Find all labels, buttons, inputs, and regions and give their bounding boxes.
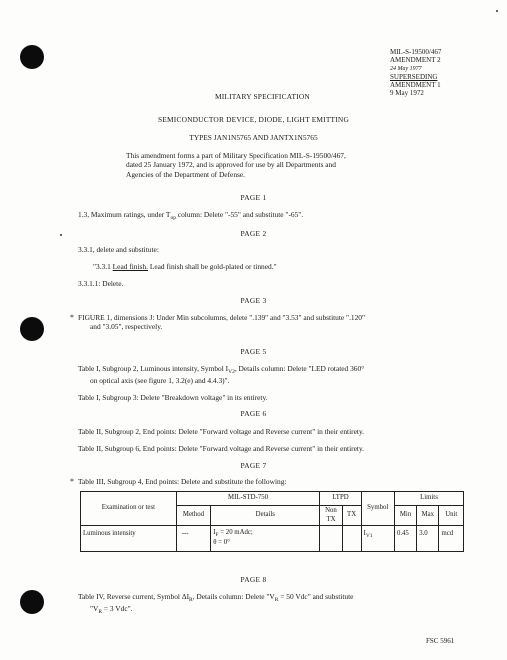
- subject-title: SEMICONDUCTOR DEVICE, DIODE, LIGHT EMITTING: [157, 115, 350, 124]
- header-exam: Examination or test: [81, 492, 177, 526]
- change-asterisk: *: [70, 477, 74, 486]
- header-details: Details: [211, 506, 320, 526]
- header-limits: Limits: [394, 492, 463, 506]
- subscript: R: [189, 597, 193, 603]
- header-ltpd: LTPD: [320, 492, 361, 506]
- page2-change-1: 3.3.1, delete and substitute:: [78, 245, 159, 254]
- header-unit: Unit: [439, 506, 464, 526]
- types-title: TYPES JAN1N5765 AND JANTX1N5765: [189, 133, 318, 142]
- subscript: R: [98, 608, 103, 615]
- header-symbol: Symbol: [361, 492, 394, 526]
- cell-min: 0.45: [394, 526, 416, 552]
- speck-mark: [496, 10, 498, 12]
- intro-line: This amendment forms a part of Military Specification MIL-S-19500/467,: [126, 151, 346, 160]
- subscript: V2: [228, 369, 235, 375]
- text-run: Table IV, Reverse current, Symbol ΔI: [78, 592, 190, 601]
- header-method: Method: [176, 506, 211, 526]
- text-run: , Details column: Delete "V: [192, 592, 275, 601]
- text-run: "V: [90, 603, 99, 613]
- text-run: I: [213, 529, 216, 536]
- cell-symbol: [361, 526, 394, 552]
- punch-hole-bottom: [20, 590, 44, 614]
- page5-change-2: Table I, Subgroup 3: Delete "Breakdown voltage" in its entirety.: [78, 393, 268, 402]
- subscript: op: [170, 215, 176, 221]
- cell-unit: mcd: [439, 526, 464, 552]
- text-line: FIGURE 1, dimensions J: Under Min subcolumns, delete ".139" and "3.53" and substitute ".120": [78, 313, 366, 322]
- text-run: = 20 mAdc;: [218, 529, 253, 536]
- cell-method: ---: [176, 526, 211, 552]
- header-tx: TX: [342, 506, 361, 526]
- document-header: [390, 48, 441, 98]
- amendment-number: AMENDMENT 2: [390, 56, 441, 65]
- page7-change: Table III, Subgroup 4, End points: Delete and substitute the following:: [78, 477, 287, 486]
- cell-details: [211, 526, 320, 552]
- superseded-amendment: AMENDMENT 1: [390, 81, 441, 90]
- fsc-code: FSC 5961: [426, 637, 455, 645]
- text-line: on optical axis (see figure 1, 3.2(e) and 4.4.3)".: [90, 375, 230, 385]
- header-min: Min: [394, 506, 416, 526]
- text-run: "3.3.1: [93, 262, 113, 271]
- text-line: and "3.05", respectively.: [90, 322, 163, 332]
- end-points-table: [80, 491, 464, 552]
- spec-type-title: MILITARY SPECIFICATION: [215, 92, 310, 101]
- page8-change: [78, 592, 468, 616]
- page2-quote: [93, 262, 483, 271]
- page-heading-6: PAGE 6: [240, 409, 267, 418]
- text-run: = 50 Vdc" and substitute: [278, 592, 354, 601]
- header-non-tx: Non TX: [320, 506, 342, 526]
- underlined-heading: Lead finish.: [112, 262, 148, 271]
- cell-max: 3.0: [417, 526, 439, 552]
- text-run: = 3 Vdc".: [102, 603, 133, 613]
- page5-change-1: [78, 364, 468, 385]
- cell-tx: [342, 526, 361, 552]
- page3-change: [78, 313, 468, 332]
- punch-hole-top: [20, 45, 44, 69]
- superseded-date: 9 May 1972: [390, 89, 424, 98]
- page2-change-2: 3.3.1.1: Delete.: [78, 279, 124, 288]
- intro-line: Agencies of the Department of Defense.: [126, 169, 246, 179]
- amendment-date: 24 May 1977: [390, 65, 422, 72]
- page-heading-3: PAGE 3: [240, 296, 267, 305]
- cell-exam: Luminous intensity: [81, 526, 177, 552]
- table-row: [81, 526, 464, 552]
- spec-number: MIL-S-19500/467: [390, 48, 442, 56]
- superseding-label: SUPERSEDING: [390, 72, 438, 81]
- text-run: 1.3, Maximum ratings, under T: [78, 210, 171, 219]
- cell-non-tx: [320, 526, 342, 552]
- text-run: Lead finish shall be gold-plated or tinned.": [147, 262, 277, 271]
- subscript: V1: [365, 533, 373, 539]
- page-heading-7: PAGE 7: [240, 461, 267, 470]
- page6-change-2: Table II, Subgroup 6, End points: Delete "Forward voltage and Reverse current" in their entirety.: [78, 444, 365, 453]
- page1-change: [78, 210, 468, 222]
- text-run: Table I, Subgroup 2, Luminous intensity, Symbol I: [78, 364, 229, 373]
- punch-hole-middle: [20, 317, 44, 341]
- text-run: I: [363, 530, 366, 537]
- text-run: , Details column: Delete "LED rotated 360°: [234, 364, 365, 373]
- page-heading-5: PAGE 5: [240, 347, 267, 356]
- text-line: θ = 0°: [213, 538, 230, 546]
- change-asterisk: *: [70, 313, 74, 322]
- intro-line: dated 25 January 1972, and is approved for use by all Departments and: [126, 160, 336, 170]
- page-heading-2: PAGE 2: [240, 229, 267, 238]
- subscript: R: [274, 597, 279, 603]
- page-heading-8: PAGE 8: [240, 575, 267, 584]
- page-heading-1: PAGE 1: [240, 193, 267, 202]
- header-mil-std: MIL-STD-750: [176, 492, 320, 506]
- header-max: Max: [417, 506, 439, 526]
- text-run: column: Delete "-55" and substitute "-65".: [175, 210, 304, 219]
- subscript: F: [215, 532, 219, 538]
- intro-paragraph: [126, 151, 446, 179]
- page6-change-1: Table II, Subgroup 2, End points: Delete "Forward voltage and Reverse current" in their entirety.: [78, 427, 365, 436]
